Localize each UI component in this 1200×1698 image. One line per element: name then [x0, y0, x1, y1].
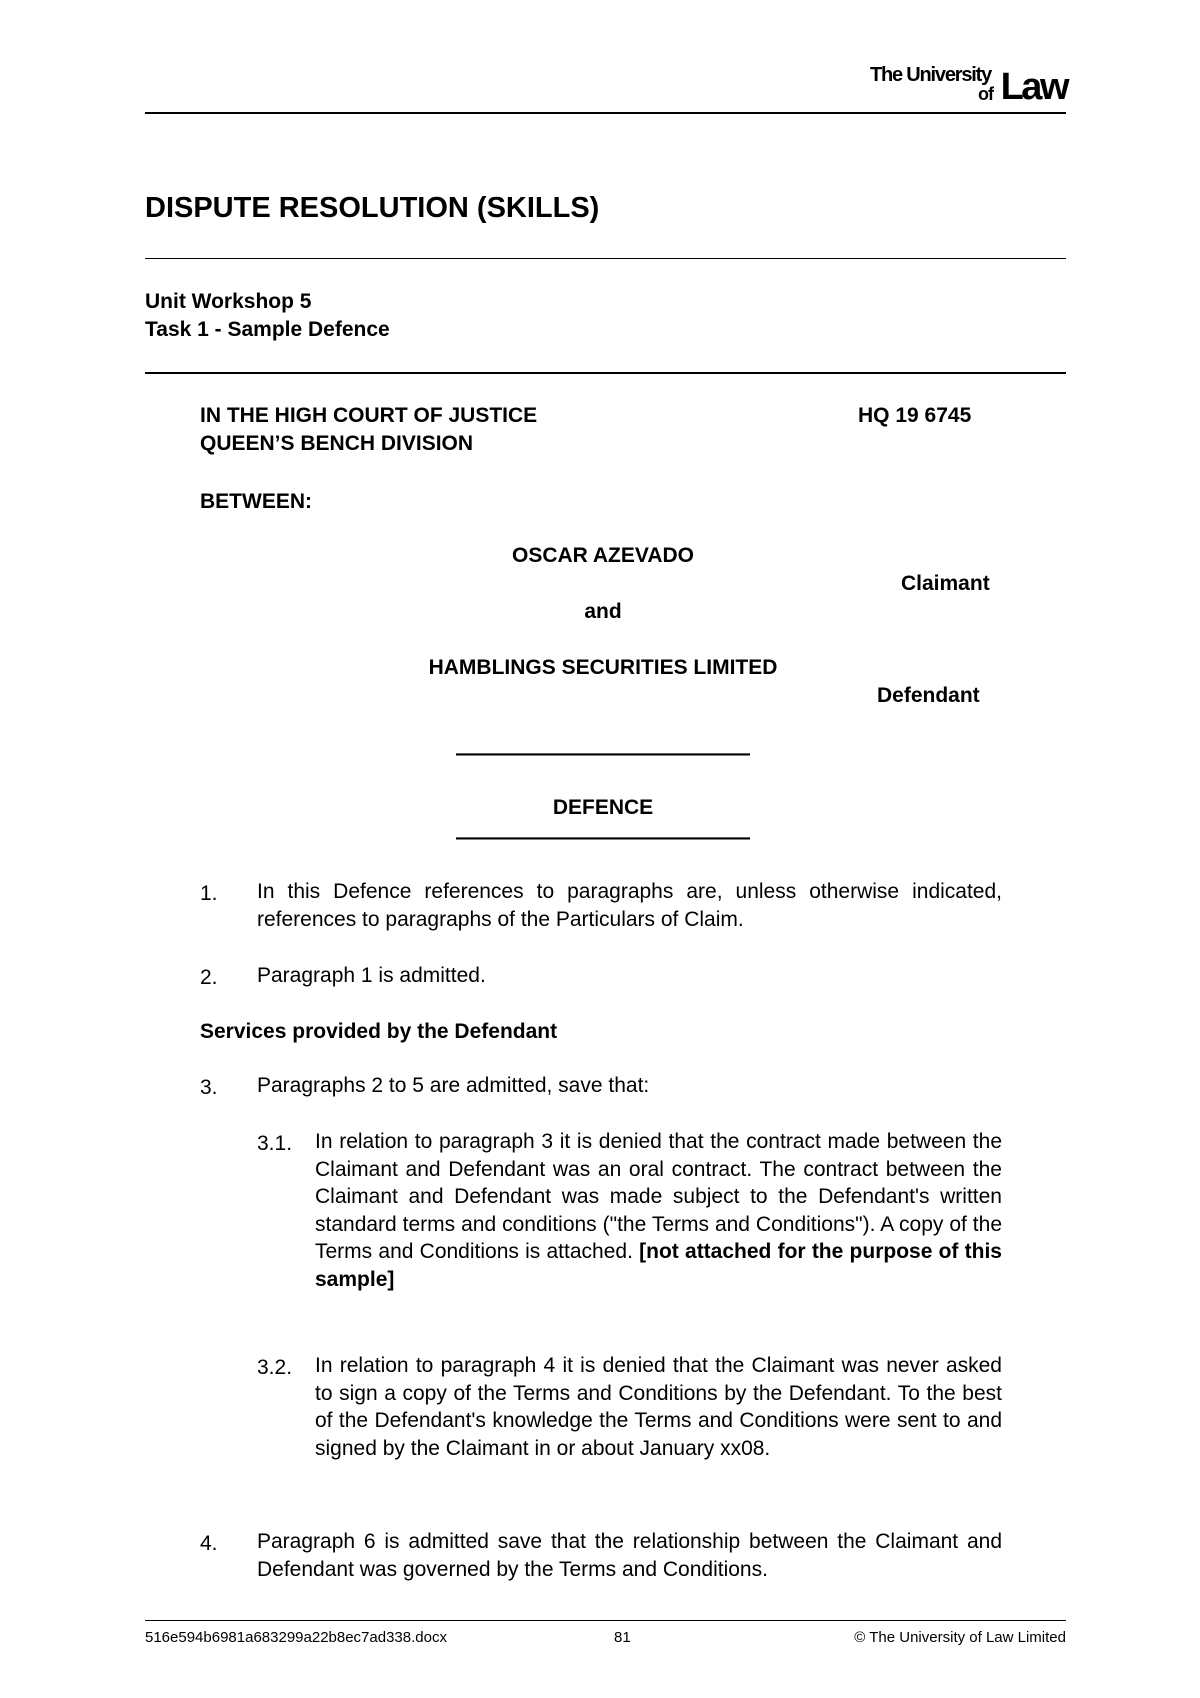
logo-text-university: The University — [869, 64, 991, 86]
paragraph-3-text: Paragraphs 2 to 5 are admitted, save that: — [257, 1074, 650, 1097]
subtitle-rule — [145, 372, 1066, 374]
footer-page-number: 81 — [614, 1629, 631, 1646]
document-title: DEFENCE — [552, 796, 654, 819]
footer-filename: 516e594b6981a683299a22b8ec7ad338.docx — [145, 1629, 447, 1646]
paragraph-3-number: 3. — [200, 1076, 218, 1099]
paragraph-3-1-text — [315, 1128, 1002, 1293]
paragraph-2-number: 2. — [200, 966, 218, 989]
divider-bottom: —————————————— — [456, 826, 750, 849]
footer-rule — [145, 1620, 1066, 1621]
court-name: IN THE HIGH COURT OF JUSTICE — [200, 404, 538, 427]
claimant-name: OSCAR AZEVADO — [511, 544, 694, 567]
paragraph-4-number: 4. — [200, 1532, 218, 1555]
footer-copyright: © The University of Law Limited — [854, 1629, 1066, 1646]
title-rule — [145, 258, 1066, 259]
defendant-name: HAMBLINGS SECURITIES LIMITED — [428, 656, 778, 679]
workshop-label: Unit Workshop 5 — [145, 290, 312, 313]
section-heading: Services provided by the Defendant — [200, 1020, 558, 1043]
defendant-role: Defendant — [877, 684, 980, 707]
claimant-role: Claimant — [901, 572, 990, 595]
paragraph-3-2-text: In relation to paragraph 4 it is denied that the Claimant was never asked to sign a copy of the Terms and Conditions by the Defendant. To the best of the Defendant's knowledge the Terms and Conditions were sent to and signed by the Claimant in or about January xx08. — [315, 1354, 1002, 1460]
task-label: Task 1 - Sample Defence — [145, 318, 390, 341]
paragraph-2-text: Paragraph 1 is admitted. — [257, 964, 486, 987]
claim-number: HQ 19 6745 — [858, 404, 972, 427]
paragraph-4-text: Paragraph 6 is admitted save that the relationship between the Claimant and Defendant was governed by the Terms and Conditions. — [257, 1530, 1002, 1581]
divider-top: —————————————— — [456, 742, 750, 765]
logo-text-of: of — [978, 84, 993, 104]
logo-text-law: Law — [1000, 66, 1067, 108]
paragraph-1-number: 1. — [200, 882, 218, 905]
court-division: QUEEN’S BENCH DIVISION — [200, 432, 474, 455]
paragraph-3-2-number: 3.2. — [257, 1356, 293, 1379]
header-rule — [145, 112, 1066, 114]
paragraph-3-1-body: In relation to paragraph 3 it is denied that the contract made between the Claimant and Defendant was an oral contract. The contract between the Claimant and Defendant was made subject to the Defendant's written standard terms and conditions ("the Terms and Conditions"). A copy of the Terms and Conditions is attached. — [315, 1130, 1002, 1263]
page-title: DISPUTE RESOLUTION (SKILLS) — [145, 192, 600, 224]
paragraph-3-1-note: [not attached for the purpose of this sample] — [315, 1240, 1002, 1291]
and-label: and — [584, 600, 622, 623]
paragraph-3-1-number: 3.1. — [257, 1132, 293, 1155]
paragraph-1-text: In this Defence references to paragraphs are, unless otherwise indicated, references to paragraphs of the Particulars of Claim. — [257, 880, 1002, 931]
university-logo — [855, 62, 1067, 110]
between-label: BETWEEN: — [200, 490, 312, 513]
